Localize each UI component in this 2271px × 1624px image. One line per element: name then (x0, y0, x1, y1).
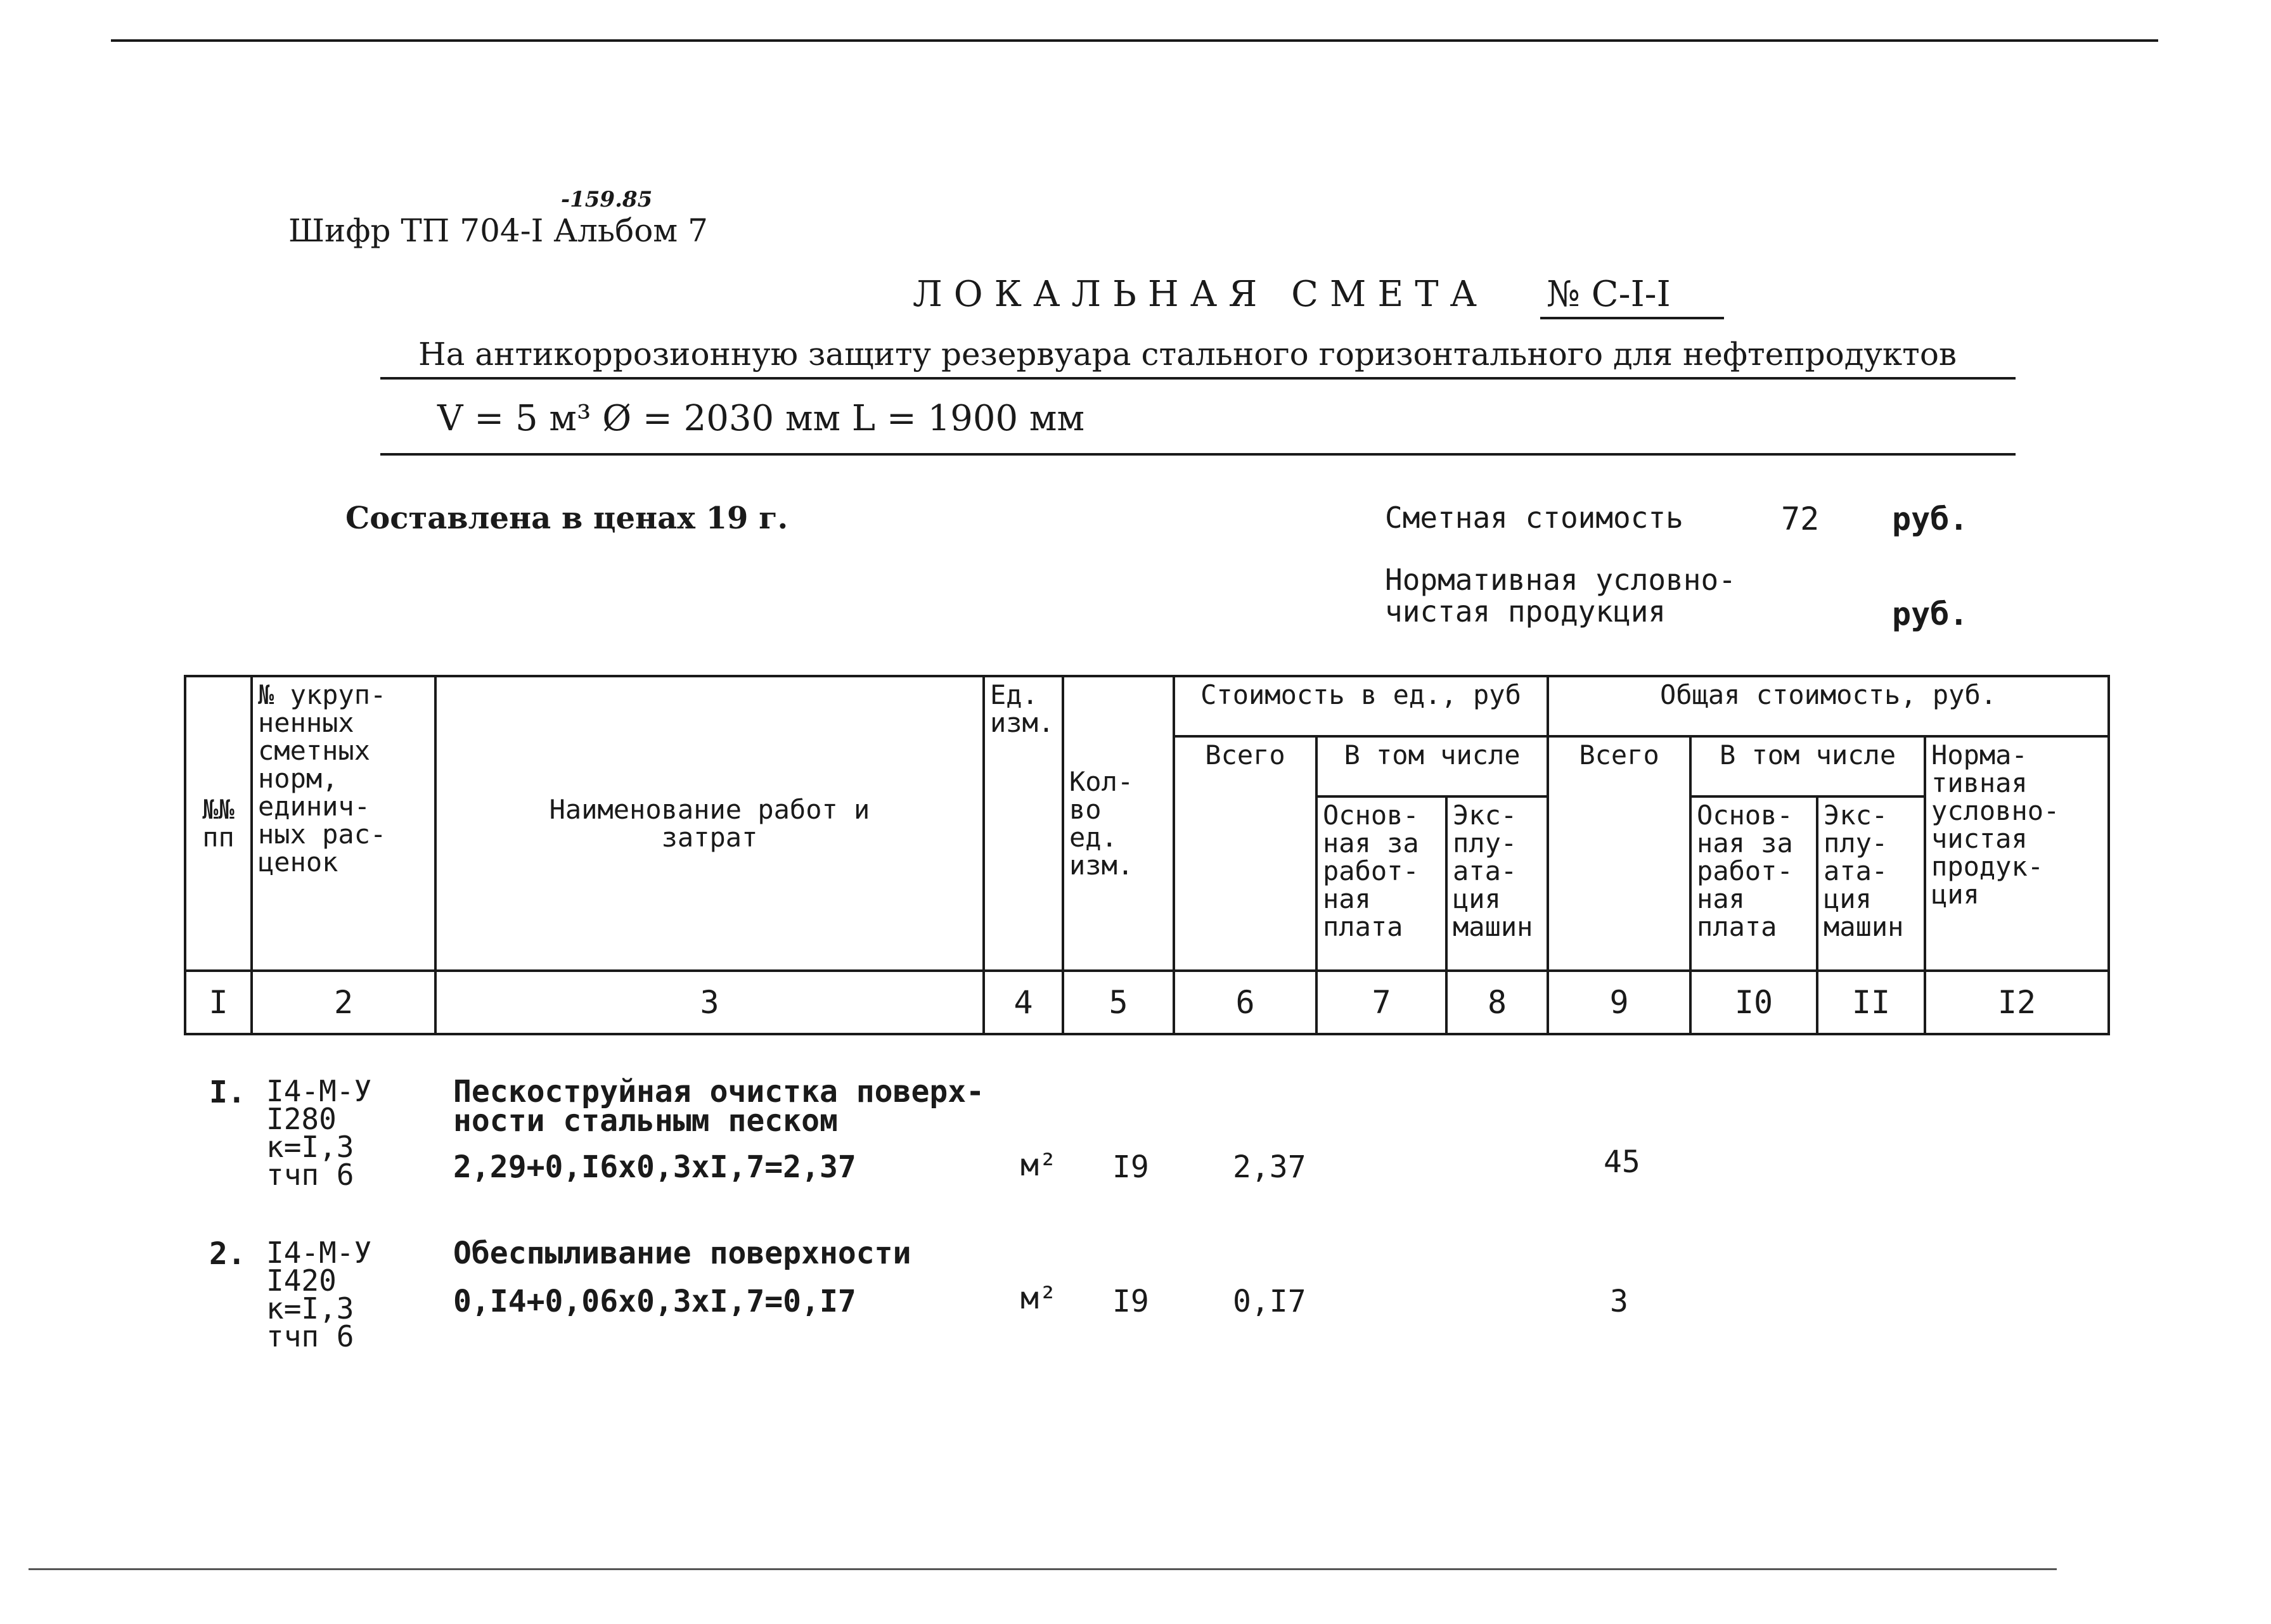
col-unit-header: Ед. изм. (984, 676, 1063, 971)
normative-product-currency: руб. (1892, 596, 1969, 632)
column-number: 5 (1063, 971, 1174, 1034)
total-machine-ops-header: Экс- плу- ата- ция машин (1817, 796, 1925, 971)
total-cost-total-header: Всего (1548, 736, 1690, 971)
column-number: I2 (1925, 971, 2109, 1034)
normative-net-header: Норма- тивная условно- чистая продук- ция (1925, 736, 2109, 971)
col-norm-code-header: № укруп- ненных сметных норм, единич- ных рас- ценок (252, 676, 435, 971)
number-underline (1540, 317, 1724, 319)
bottom-rule (29, 1568, 2057, 1570)
unit-base-wage-header: Основ- ная за работ- ная плата (1316, 796, 1446, 971)
estimated-cost-value: 72 (1781, 501, 1820, 537)
top-rule (111, 39, 2158, 42)
estimated-cost-label: Сметная стоимость (1385, 501, 1683, 535)
unit-cost-of-which-header: В том числе (1316, 736, 1548, 796)
cipher-line: Шифр ТП 704-I Альбом 7 (288, 212, 708, 249)
item-formula: 0,I4+0,06x0,3xI,7=0,I7 (453, 1284, 856, 1319)
total-base-wage-header: Основ- ная за работ- ная плата (1690, 796, 1817, 971)
tank-dimensions: V = 5 м³ Ø = 2030 мм L = 1900 мм (437, 398, 1085, 439)
estimated-cost-currency: руб. (1892, 501, 1969, 537)
column-number: 7 (1316, 971, 1446, 1034)
column-number: I (185, 971, 252, 1034)
document-title: ЛОКАЛЬНАЯ СМЕТА (913, 274, 1488, 315)
item-unit-cost: 2,37 (1233, 1149, 1306, 1185)
item-unit: м² (1020, 1281, 1057, 1316)
subject-underline (380, 377, 2016, 380)
unit-machine-ops-header: Экс- плу- ата- ция машин (1446, 796, 1548, 971)
item-total: 45 (1604, 1144, 1640, 1180)
item-norm-code: I4-М-У I280 к=I,3 тчп 6 (266, 1074, 372, 1192)
item-number: I. (209, 1075, 246, 1110)
column-number: 8 (1446, 971, 1548, 1034)
total-cost-group-header: Общая стоимость, руб. (1548, 676, 2109, 736)
item-norm-code: I4-М-У I420 к=I,3 тчп 6 (266, 1236, 372, 1353)
handwritten-note: -159.85 (561, 187, 653, 212)
item-number: 2. (209, 1236, 246, 1272)
column-number: II (1817, 971, 1925, 1034)
item-qty: I9 (1112, 1149, 1149, 1185)
item-qty: I9 (1112, 1284, 1149, 1319)
estimate-subject: На антикоррозионную защиту резервуара стального горизонтального для нефтепродуктов (418, 336, 1957, 373)
document-number: № С-I-I (1547, 274, 1671, 315)
unit-cost-total-header: Всего (1174, 736, 1316, 971)
item-formula: 2,29+0,I6x0,3xI,7=2,37 (453, 1149, 856, 1185)
unit-cost-group-header: Стоимость в ед., руб (1174, 676, 1548, 736)
prices-note: Составлена в ценах 19 г. (345, 501, 788, 536)
col-qty-header: Кол- во ед. изм. (1063, 676, 1174, 971)
col-num-header: №№ пп (185, 676, 252, 971)
dimensions-underline (380, 453, 2016, 456)
item-unit: м² (1020, 1148, 1057, 1183)
column-number: 3 (435, 971, 984, 1034)
item-unit-cost: 0,I7 (1233, 1284, 1306, 1319)
item-name: Пескоструйная очистка поверх- ности стальным песком (453, 1074, 985, 1139)
item-total: 3 (1610, 1284, 1628, 1319)
col-name-header: Наименование работ и затрат (435, 676, 984, 971)
estimate-table (184, 675, 2110, 1035)
total-cost-of-which-header: В том числе (1690, 736, 1925, 796)
column-number: I0 (1690, 971, 1817, 1034)
normative-product-label: Нормативная условно- чистая продукция (1385, 563, 1736, 629)
column-number: 2 (252, 971, 435, 1034)
column-number: 9 (1548, 971, 1690, 1034)
column-number: 4 (984, 971, 1063, 1034)
item-name: Обеспыливание поверхности (453, 1236, 911, 1271)
column-number: 6 (1174, 971, 1316, 1034)
